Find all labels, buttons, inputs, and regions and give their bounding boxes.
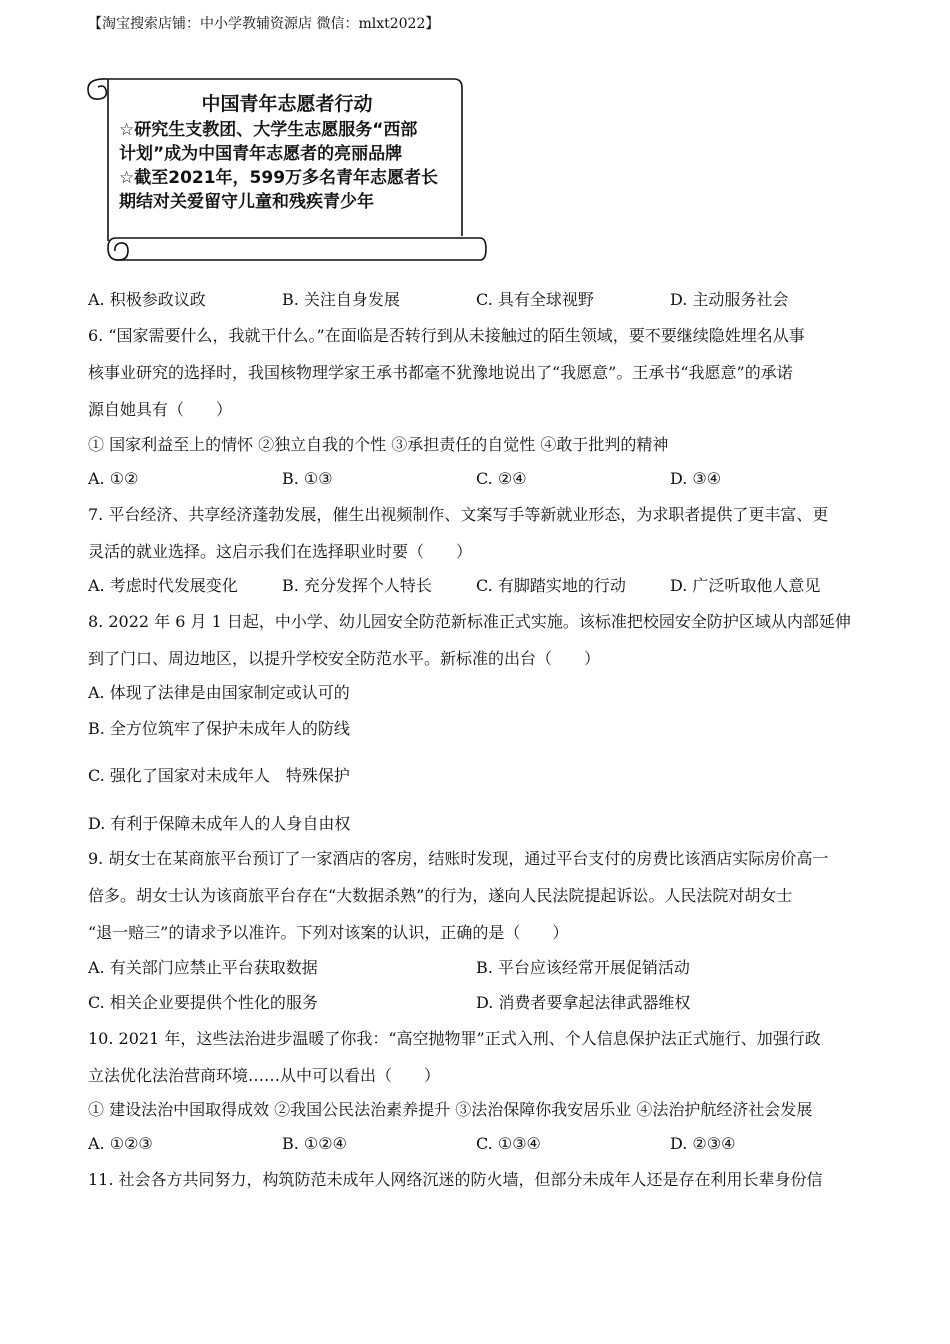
q6-statements: ① 国家利益至上的情怀 ②独立自我的个性 ③承担责任的自觉性 ④敢于批判的精神 <box>88 435 669 454</box>
q6-option-b: B. ①③ <box>282 469 333 488</box>
q5-option-a: A. 积极参政议政 <box>88 290 206 309</box>
scroll-banner <box>84 76 490 266</box>
q9-option-b: B. 平台应该经常开展促销活动 <box>476 958 690 977</box>
q6-stem-line: 核事业研究的选择时，我国核物理学家王承书都毫不犹豫地说出了“我愿意”。王承书“我愿意”的承诺 <box>88 363 793 382</box>
q7-option-b: B. 充分发挥个人特长 <box>282 576 432 595</box>
q10-option-a: A. ①②③ <box>88 1134 153 1153</box>
q9-stem-line: 9. 胡女士在某商旅平台预订了一家酒店的客房，结账时发现，通过平台支付的房费比该酒店实际房价高一 <box>88 849 829 868</box>
q8-option-b: B. 全方位筑牢了保护未成年人的防线 <box>88 719 350 738</box>
q9-stem-line: “退一赔三”的请求予以准许。下列对该案的认识，正确的是（ ） <box>88 923 569 942</box>
q10-option-d: D. ②③④ <box>670 1134 736 1153</box>
q6-stem-line: 6. “国家需要什么，我就干什么。”在面临是否转行到从未接触过的陌生领域，要不要继续隐姓埋名从事 <box>88 326 805 345</box>
q5-option-b: B. 关注自身发展 <box>282 290 400 309</box>
q8-stem-line: 到了门口、周边地区，以提升学校安全防范水平。新标准的出台（ ） <box>88 649 601 668</box>
q6-option-a: A. ①② <box>88 469 139 488</box>
scroll-line: ☆研究生支教团、大学生志愿服务“西部 <box>119 120 418 140</box>
q10-option-b: B. ①②④ <box>282 1134 347 1153</box>
q6-option-c: C. ②④ <box>476 469 527 488</box>
q7-stem-line: 7. 平台经济、共享经济蓬勃发展，催生出视频制作、文案写手等新就业形态，为求职者提供了更丰富、更 <box>88 505 829 524</box>
q10-stem-line: 立法优化法治营商环境……从中可以看出（ ） <box>88 1066 441 1085</box>
q6-option-d: D. ③④ <box>670 469 722 488</box>
scroll-title: 中国青年志愿者行动 <box>201 93 373 115</box>
header-note: 【淘宝搜索店铺：中小学教辅资源店 微信：mlxt2022】 <box>88 16 440 32</box>
q8-option-d: D. 有利于保障未成年人的人身自由权 <box>88 814 351 833</box>
q5-option-c: C. 具有全球视野 <box>476 290 594 309</box>
q7-option-a: A. 考虑时代发展变化 <box>88 576 238 595</box>
q9-option-a: A. 有关部门应禁止平台获取数据 <box>88 958 318 977</box>
q9-option-d: D. 消费者要拿起法律武器维权 <box>476 993 691 1012</box>
q7-option-c: C. 有脚踏实地的行动 <box>476 576 626 595</box>
q9-stem-line: 倍多。胡女士认为该商旅平台存在“大数据杀熟”的行为，遂向人民法院提起诉讼。人民法院对胡女士 <box>88 886 793 905</box>
q10-stem-line: 10. 2021 年，这些法治进步温暖了你我：“高空抛物罪”正式入刑、个人信息保护法正式施行、加强行政 <box>88 1029 821 1048</box>
q10-statements: ① 建设法治中国取得成效 ②我国公民法治素养提升 ③法治保障你我安居乐业 ④法治护航经济社会发展 <box>88 1100 813 1119</box>
q9-option-c: C. 相关企业要提供个性化的服务 <box>88 993 318 1012</box>
scroll-line: 期结对关爱留守儿童和残疾青少年 <box>119 192 374 212</box>
q8-option-a: A. 体现了法律是由国家制定或认可的 <box>88 683 350 702</box>
q7-stem-line: 灵活的就业选择。这启示我们在选择职业时要（ ） <box>88 542 473 561</box>
q6-stem-line: 源自她具有（ ） <box>88 400 233 419</box>
scroll-line: 计划”成为中国青年志愿者的亮丽品牌 <box>119 144 403 164</box>
q11-stem-line: 11. 社会各方共同努力，构筑防范未成年人网络沉迷的防火墙，但部分未成年人还是存在利用长辈身份信 <box>88 1170 823 1189</box>
q10-option-c: C. ①③④ <box>476 1134 541 1153</box>
q7-option-d: D. 广泛听取他人意见 <box>670 576 821 595</box>
q8-option-c: C. 强化了国家对未成年人 特殊保护 <box>88 766 350 785</box>
q5-option-d: D. 主动服务社会 <box>670 290 789 309</box>
scroll-line: ☆截至2021年，599万多名青年志愿者长 <box>119 168 439 188</box>
q8-stem-line: 8. 2022 年 6 月 1 日起，中小学、幼儿园安全防范新标准正式实施。该标准把校园安全防护区域从内部延伸 <box>88 612 851 631</box>
